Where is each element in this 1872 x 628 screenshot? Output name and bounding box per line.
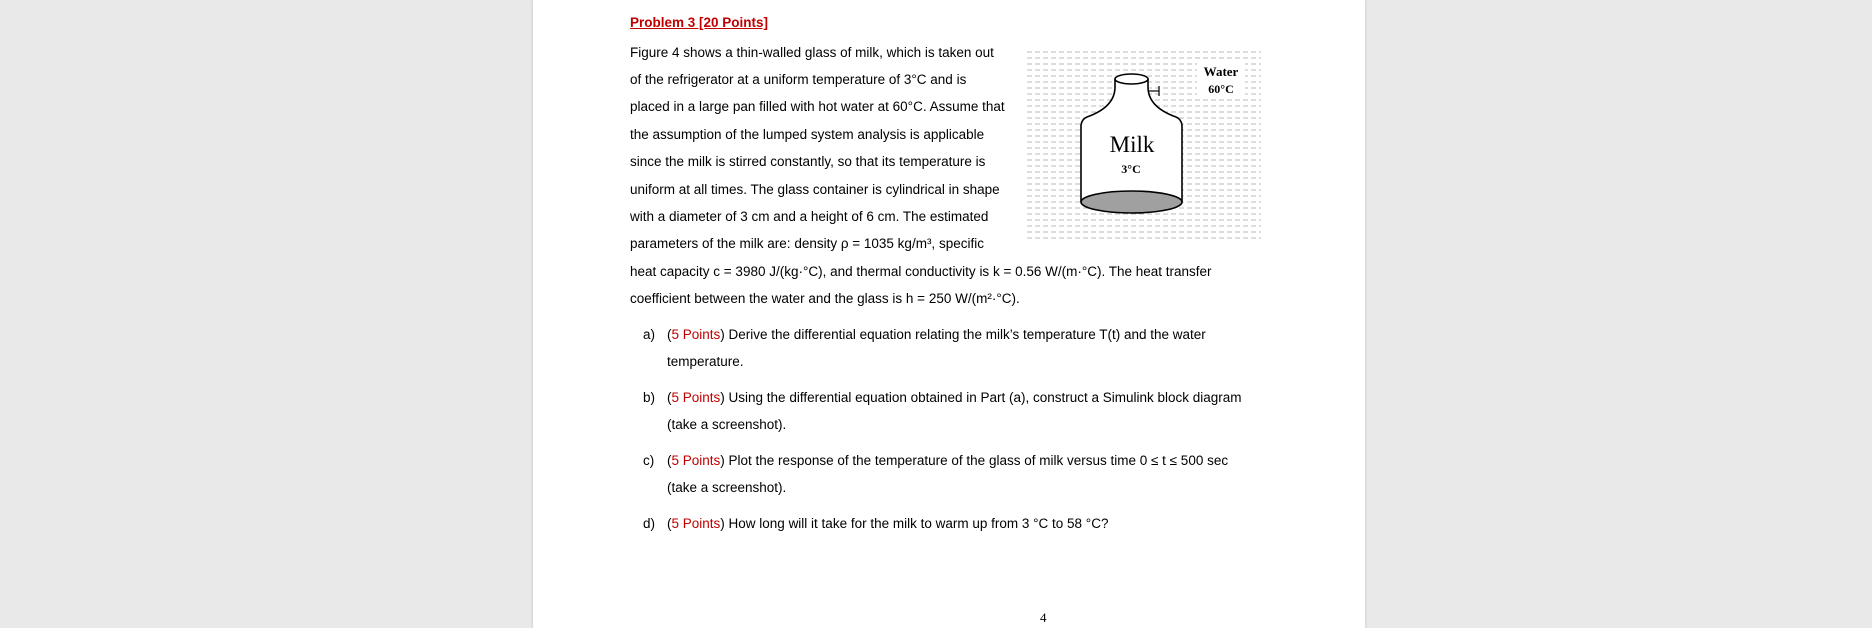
- paragraph-line: placed in a large pan filled with hot water at 60°C. Assume that: [630, 99, 1005, 114]
- bottle-opening: [1115, 74, 1148, 84]
- question-b: b) (5 Points) Using the differential equation obtained in Part (a), construct a Simulink block diagram (take a screenshot).: [643, 390, 1242, 432]
- question-continuation: (take a screenshot).: [667, 480, 787, 495]
- milk-label: Milk: [1109, 132, 1155, 157]
- question-text: Derive the differential equation relating the milk’s temperature T(t) and the water: [728, 327, 1206, 342]
- milk-glass-figure: [1027, 49, 1261, 249]
- document-page: [533, 0, 1365, 628]
- question-label: b): [643, 390, 656, 405]
- figure-drawing: [1027, 49, 1261, 249]
- question-label: a): [643, 327, 656, 342]
- question-points: 5 Points: [671, 453, 721, 468]
- paragraph-line: of the refrigerator at a uniform temperature of 3°C and is: [630, 72, 967, 87]
- paragraph-line: with a diameter of 3 cm and a height of 6 cm. The estimated: [630, 209, 989, 224]
- question-label: c): [643, 453, 655, 468]
- question-d: d) (5 Points) How long will it take for the milk to warm up from 3 °C to 58 °C?: [643, 516, 1109, 531]
- question-label: d): [643, 516, 656, 531]
- question-points: 5 Points: [671, 516, 721, 531]
- water-label: Water: [1203, 64, 1239, 79]
- paragraph-line: parameters of the milk are: density ρ = 1035 kg/m³, specific: [630, 236, 984, 251]
- page-number: 4: [1040, 610, 1047, 625]
- question-text: How long will it take for the milk to warm up from 3 °C to 58 °C?: [728, 516, 1109, 531]
- paragraph-line: coefficient between the water and the glass is h = 250 W/(m²·°C).: [630, 291, 1020, 306]
- paragraph-line: uniform at all times. The glass container is cylindrical in shape: [630, 182, 1000, 197]
- paragraph-line: Figure 4 shows a thin-walled glass of milk, which is taken out: [630, 45, 994, 60]
- paragraph-line: since the milk is stirred constantly, so that its temperature is: [630, 154, 986, 169]
- bottle-bottom: [1081, 191, 1182, 213]
- question-a: a) (5 Points) Derive the differential equation relating the milk’s temperature T(t) and the water temperature.: [643, 327, 1206, 369]
- question-points: 5 Points: [671, 390, 721, 405]
- problem-title: Problem 3 [20 Points]: [630, 15, 769, 30]
- question-text: Using the differential equation obtained in Part (a), construct a Simulink block diagram: [728, 390, 1242, 405]
- paragraph-line: the assumption of the lumped system analysis is applicable: [630, 127, 985, 142]
- question-continuation: (take a screenshot).: [667, 417, 787, 432]
- paragraph-line: heat capacity c = 3980 J/(kg·°C), and thermal conductivity is k = 0.56 W/(m·°C). The heat transfer: [630, 264, 1212, 279]
- milk-temp-label: 3°C: [1121, 162, 1141, 176]
- water-temp-label: 60°C: [1208, 82, 1234, 96]
- question-points: 5 Points: [671, 327, 721, 342]
- question-text: Plot the response of the temperature of the glass of milk versus time 0 ≤ t ≤ 500 sec: [728, 453, 1229, 468]
- question-c: c) (5 Points) Plot the response of the temperature of the glass of milk versus time 0 ≤ t ≤ 500 sec (take a screenshot).: [643, 453, 1229, 495]
- question-continuation: temperature.: [667, 354, 744, 369]
